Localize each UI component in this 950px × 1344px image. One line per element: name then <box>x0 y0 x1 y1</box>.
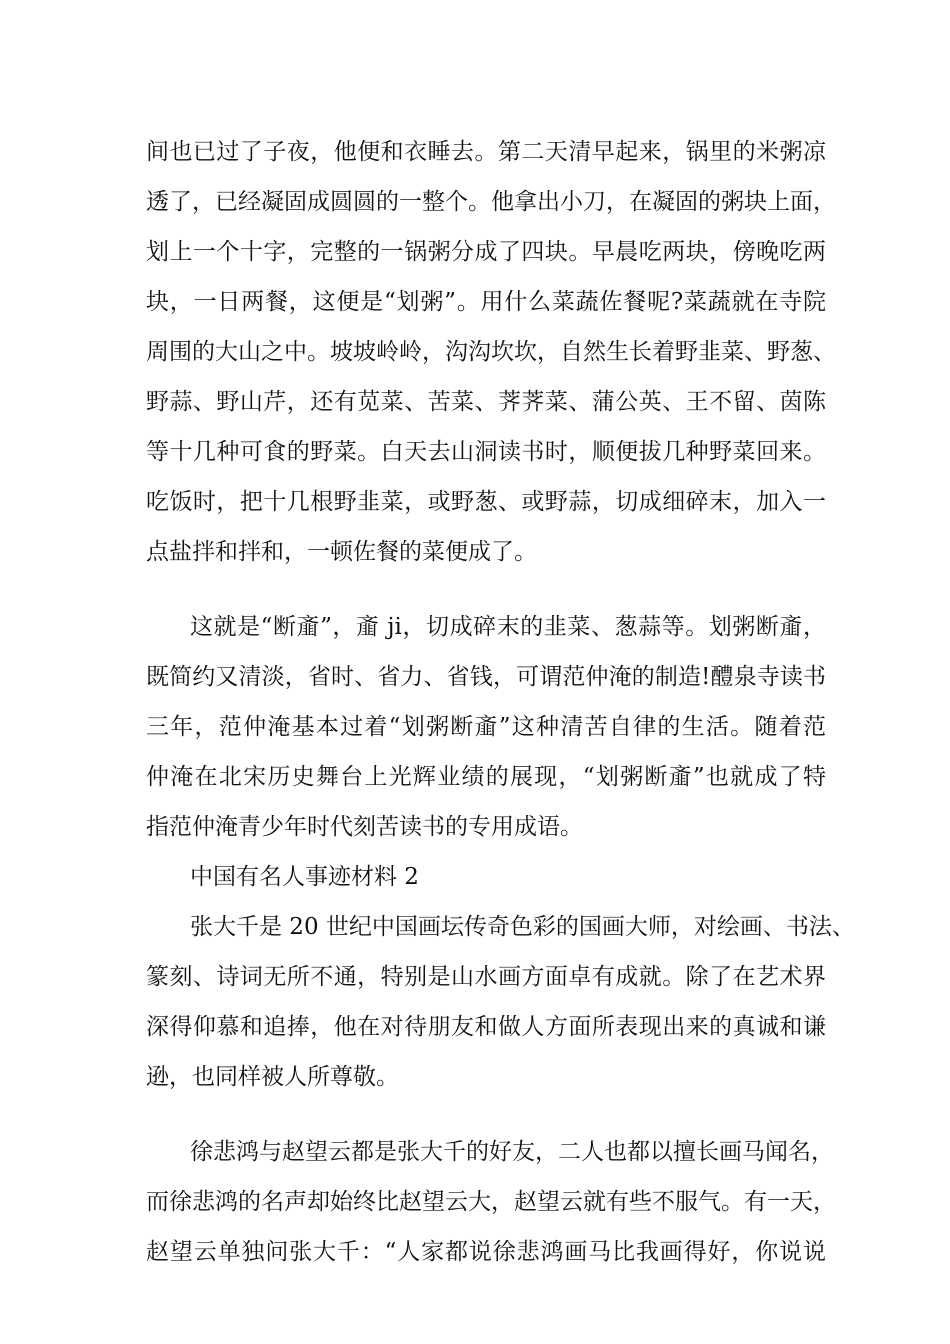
text-line: 间也已过了子夜，他便和衣睡去。第二天清早起来，锅里的米粥凉 <box>146 139 826 165</box>
text-line: 深得仰慕和追捧，他在对待朋友和做人方面所表现出来的真诚和谦 <box>146 1014 826 1040</box>
text-line: 块，一日两餐，这便是“划粥”。用什么菜蔬佐餐呢?菜蔬就在寺院 <box>146 289 826 315</box>
text-line: 吃饭时，把十几根野韭菜，或野葱、或野蒜，切成细碎末，加入一 <box>146 489 826 515</box>
text-line: 三年，范仲淹基本过着“划粥断齑”这种清苦自律的生活。随着范 <box>146 714 826 740</box>
text-line: 野蒜、野山芹，还有苋菜、苦菜、荠荠菜、蒲公英、王不留、茵陈 <box>146 389 826 415</box>
text-line: 指范仲淹青少年时代刻苦读书的专用成语。 <box>146 814 583 840</box>
text-line: 逊，也同样被人所尊敬。 <box>146 1064 399 1090</box>
text-line: 这就是“断齑”，齑 ji，切成碎末的韭菜、葱蒜等。划粥断齑， <box>190 614 826 640</box>
text-line: 赵望云单独问张大千：“人家都说徐悲鸿画马比我画得好，你说说 <box>146 1239 826 1265</box>
text-line: 透了，已经凝固成圆圆的一整个。他拿出小刀，在凝固的粥块上面， <box>146 189 836 215</box>
text-line: 徐悲鸿与赵望云都是张大千的好友，二人也都以擅长画马闻名， <box>190 1139 834 1165</box>
text-line: 既简约又清淡，省时、省力、省钱，可谓范仲淹的制造!醴泉寺读书 <box>146 664 826 690</box>
text-line: 等十几种可食的野菜。白天去山洞读书时，顺便拔几种野菜回来。 <box>146 439 826 465</box>
text-line: 周围的大山之中。坡坡岭岭，沟沟坎坎，自然生长着野韭菜、野葱、 <box>146 339 836 365</box>
section-heading: 中国有名人事迹材料 2 <box>190 864 419 890</box>
text-line: 篆刻、诗词无所不通，特别是山水画方面卓有成就。除了在艺术界 <box>146 964 826 990</box>
text-line: 而徐悲鸿的名声却始终比赵望云大，赵望云就有些不服气。有一天， <box>146 1189 836 1215</box>
text-line: 点盐拌和拌和，一顿佐餐的菜便成了。 <box>146 539 537 565</box>
text-line: 划上一个十字，完整的一锅粥分成了四块。早晨吃两块，傍晚吃两 <box>146 239 826 265</box>
text-line: 张大千是 20 世纪中国画坛传奇色彩的国画大师，对绘画、书法、 <box>190 914 855 940</box>
text-line: 仲淹在北宋历史舞台上光辉业绩的展现，“划粥断齑”也就成了特 <box>146 764 826 790</box>
